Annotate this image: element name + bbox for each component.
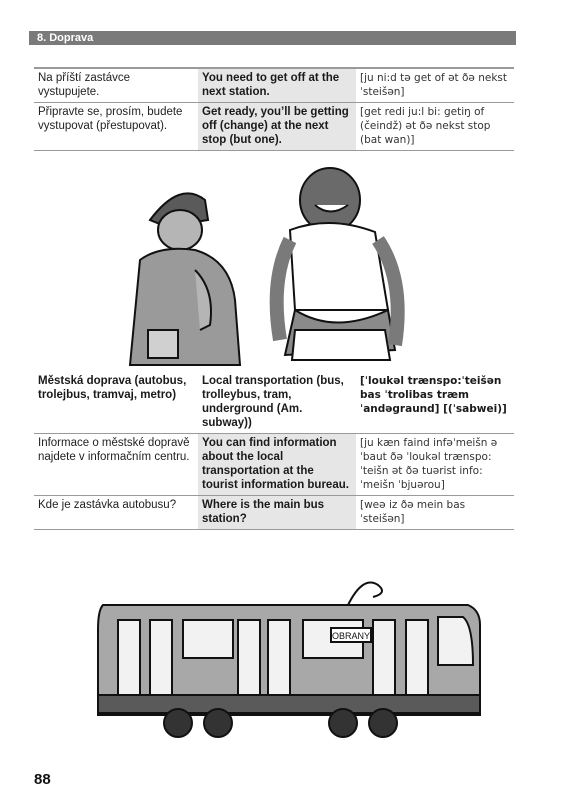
pronunciation: [get redi ju:l bi: getiŋ of (čeindž) ət ðə nekst stop (bat wan)]	[356, 103, 514, 151]
pronunciation: [ju ni:d tə get of ət ðə nekst ˈsteišən]	[356, 68, 514, 103]
pronunciation: [ju kæn faind infəˈmeišn əˈbaut ðə ˈloukəl trænspo:ˈteišn ət ðə tuərist info:ˈmeišn ˈbjuərou]	[356, 434, 514, 496]
tram-destination-sign: OBRANY	[331, 631, 371, 641]
czech-phrase: Na příští zastávce vystupujete.	[34, 68, 198, 103]
english-heading: Local transportation (bus, trolleybus, tram, underground (Am. subway))	[198, 372, 356, 434]
table-row	[34, 434, 514, 496]
czech-phrase: Informace o městské dopravě najdete v informačním centru.	[34, 434, 198, 496]
english-phrase: You need to get off at the next station.	[198, 68, 356, 103]
conductor-illustration	[120, 160, 420, 370]
czech-phrase: Připravte se, prosím, budete vystupovat (přestupovat).	[34, 103, 198, 151]
pronunciation: [weə iz ðə mein bas ˈsteišən]	[356, 496, 514, 530]
phrase-table-top	[34, 67, 514, 151]
conductor-figure	[130, 193, 240, 365]
czech-heading: Městská doprava (autobus, trolejbus, tramvaj, metro)	[34, 372, 198, 434]
tram-illustration	[88, 555, 488, 750]
phrase-table-bottom	[34, 372, 514, 530]
chapter-title: 8. Doprava	[37, 32, 94, 44]
table-row	[34, 496, 514, 530]
table-row	[34, 68, 514, 103]
english-phrase: Where is the main bus station?	[198, 496, 356, 530]
man-figure	[277, 168, 398, 360]
english-phrase: You can find information about the local transportation at the tourist information bureau.	[198, 434, 356, 496]
chapter-header	[29, 31, 516, 45]
pronunciation-heading: [ˈloukəl trænspo:ˈteišən bas ˈtrolibas træm ˈandəgraund] [(ˈsabwei)]	[356, 372, 514, 434]
table-row	[34, 103, 514, 151]
czech-phrase: Kde je zastávka autobusu?	[34, 496, 198, 530]
page-number: 88	[34, 771, 51, 788]
table-row-header	[34, 372, 514, 434]
english-phrase: Get ready, you’ll be getting off (change) at the next stop (but one).	[198, 103, 356, 151]
pantograph-icon	[348, 583, 382, 606]
